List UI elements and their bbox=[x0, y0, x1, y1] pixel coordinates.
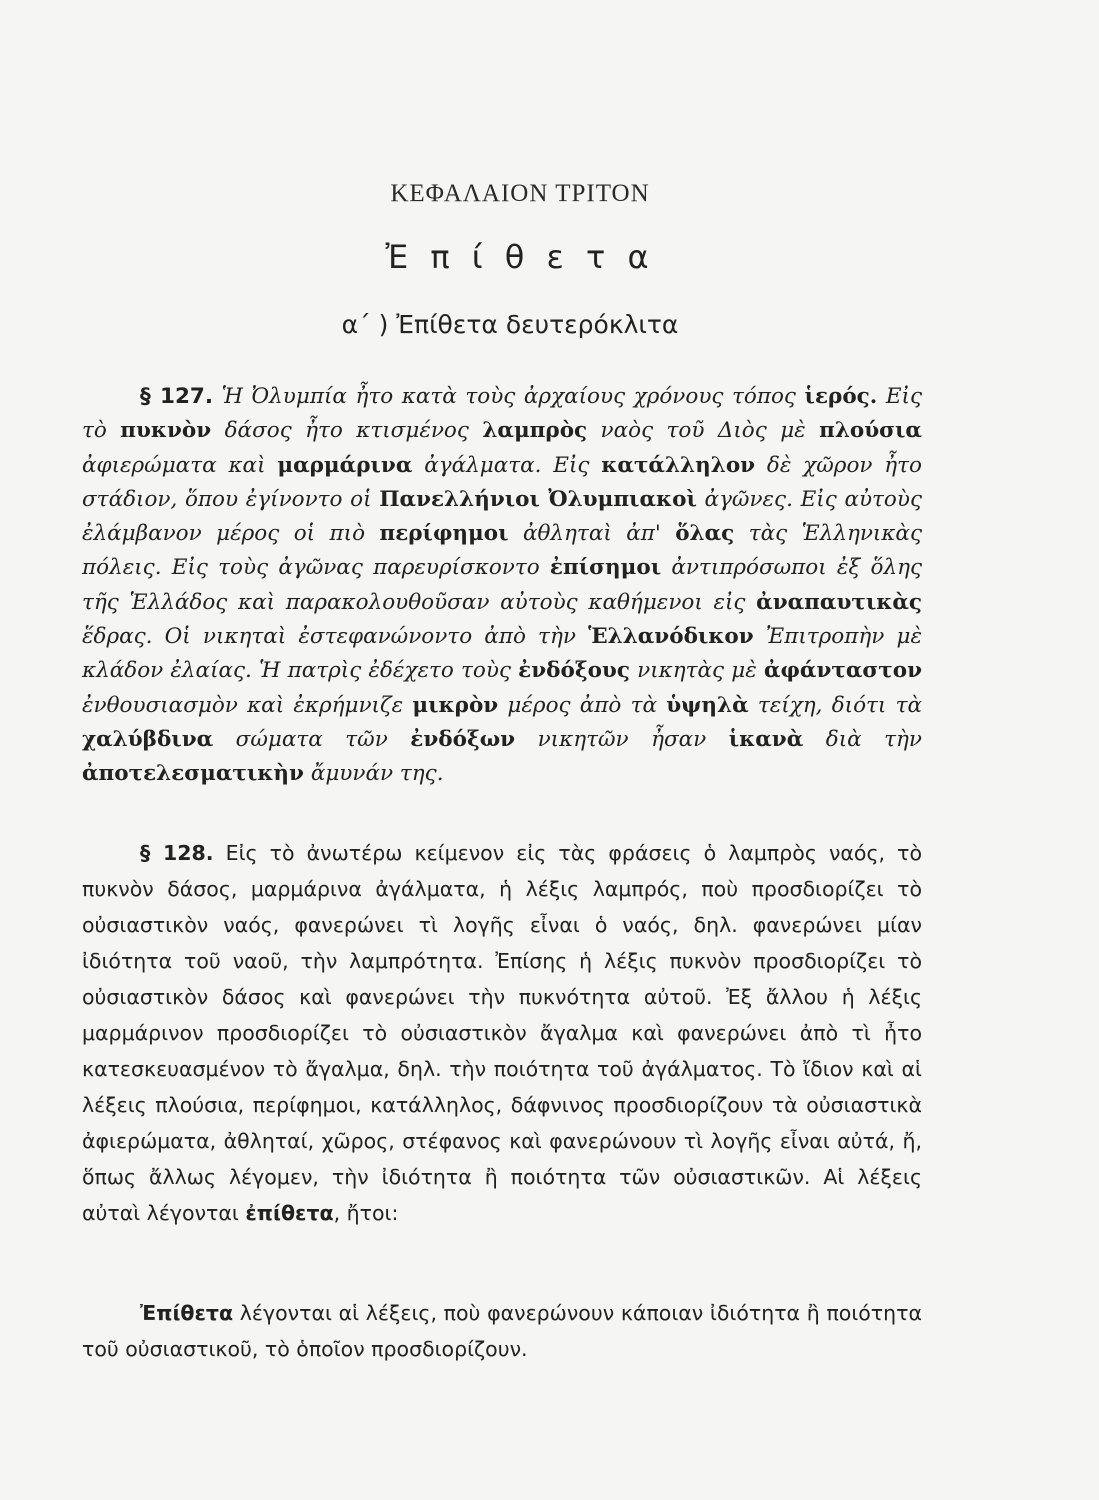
bold-term: ὅλας bbox=[675, 521, 735, 547]
text-run: ἀφιερώματα καὶ bbox=[82, 452, 278, 478]
text-run: σώματα τῶν bbox=[213, 726, 411, 752]
bold-term: λαμπρὸς bbox=[482, 418, 588, 444]
bold-term: ἀποτελεσματικὴν bbox=[82, 761, 304, 787]
bold-term: ἐνδόξους bbox=[518, 658, 630, 684]
bold-term: ἱερός. bbox=[804, 384, 878, 409]
text-run: δάσος ἦτο κτισμένος bbox=[211, 418, 483, 444]
definition-body bbox=[82, 1301, 922, 1361]
bold-term: Πανελλήνιοι Ὀλυμπιακοὶ bbox=[379, 486, 697, 512]
text-run: Ἡ Ὀλυμπία ἦτο κατὰ τοὺς ἀρχαίους χρόνους τόπος bbox=[213, 384, 805, 409]
section-subtitle: α΄ ) Ἐπίθετα δευτερόκλιτα bbox=[341, 310, 679, 339]
text-run: διὰ τὴν bbox=[803, 726, 922, 752]
text-run: ἀγῶνες. Εἰς αὐτοὺς ἐλάμβανον μέρος οἱ πιὸ bbox=[82, 486, 922, 547]
bold-term: ἐνδόξων bbox=[410, 726, 516, 752]
text-run: ἀθληταὶ ἀπ' bbox=[508, 521, 676, 547]
bold-term: μικρὸν bbox=[412, 692, 499, 718]
bold-term: πλούσια bbox=[819, 418, 922, 444]
bold-term: ὑψηλὰ bbox=[666, 692, 749, 718]
bold-term: ἱκανὰ bbox=[728, 726, 804, 752]
text-run: τείχη, διότι τὰ bbox=[748, 692, 922, 718]
chapter-heading: ΚΕΦΑΛΑΙΟΝ ΤΡΙΤΟΝ bbox=[390, 180, 650, 207]
page-title: Ἐ π ί θ ε τ α bbox=[385, 238, 655, 276]
bold-term: ἀφάνταστον bbox=[763, 658, 922, 684]
text-run: Εἰς τὸ ἀνωτέρω κείμενον εἰς τὰς φράσεις ὁ λαμπρὸς ναός, τὸ πυκνὸν δάσος, μαρμάρινα ἀγάλματα, ἡ λέξις λαμπρός, ποὺ προσδιορίζει τὸ οὐσιαστικὸν ναός, φανερώνει τὶ λογῆς εἶναι ὁ ναός, δηλ. φανερώνει μίαν ἰδιότητα τοῦ ναοῦ, τὴν λαμπρότητα. Ἐπίσης ἡ λέξις πυκνὸν προσδιορίζει τὸ οὐσιαστικὸν δάσος καὶ φανερώνει τὴν πυκνότητα αὐτοῦ. Ἐξ ἄλλου ἡ λέξις μαρμάρινον προσδιορίζει τὸ οὐσιαστικὸν ἄγαλμα καὶ φανερώνει ἀπὸ τὶ ἦτο κατεσκευασμένον τὸ ἄγαλμα, δηλ. τὴν ποιότητα τοῦ ἀγάλματος. Τὸ ἴδιον καὶ αἱ λέξεις πλούσια, περίφημοι, κατάλληλος, δάφνινος προσδιορίζουν τὰ οὐσιαστικὰ ἀφιερώματα, ἀθληταί, χῶρος, στέφανος καὶ φανερώνουν τὶ λογῆς εἶναι αὐτά, ἤ, ὅπως ἄλλως λέγομεν, τὴν ἰδιότητα ἢ ποιότητα τῶν οὐσιαστικῶν. Αἱ λέξεις αὐταὶ λέγονται bbox=[82, 841, 923, 1225]
bold-term: περίφημοι bbox=[379, 521, 509, 547]
bold-term: πυκνὸν bbox=[120, 418, 212, 444]
text-run: ἀγάλματα. Εἰς bbox=[412, 452, 602, 478]
bold-term: Ἐπίθετα bbox=[140, 1301, 234, 1325]
bold-term: ἀναπαυτικὰς bbox=[756, 589, 922, 615]
bold-term: Ἑλλανόδικον bbox=[588, 624, 754, 650]
text-run: ἀντιπρόσωποι ἐξ ὅλης τῆς Ἑλλάδος καὶ παρακολουθοῦσαν αὐτοὺς καθήμενοι εἰς bbox=[82, 555, 922, 615]
bold-term: ἐπίσημοι bbox=[549, 555, 662, 581]
section-number-127: § 127. bbox=[140, 384, 214, 409]
bold-term: ἐπίθετα bbox=[245, 1201, 334, 1225]
text-run: ἐνθουσιασμὸν καὶ ἐκρήμνιζε bbox=[82, 692, 413, 718]
bold-term: χαλύβδινα bbox=[82, 726, 214, 752]
paragraph-127-body bbox=[82, 384, 922, 786]
text-run: λέγονται αἱ λέξεις, ποὺ φανερώνουν κάποιαν ἰδιότητα ἢ ποιότητα τοῦ οὐσιαστικοῦ, τὸ ὁποῖον προσδιορίζουν. bbox=[82, 1301, 922, 1361]
text-run: , ἤτοι: bbox=[333, 1201, 399, 1225]
paragraph-128-body bbox=[82, 841, 922, 1225]
text-run: ἕδρας. Οἱ νικηταὶ ἐστεφανώνοντο ἀπὸ τὴν bbox=[82, 624, 589, 650]
text-run: ναὸς τοῦ Διὸς μὲ bbox=[587, 418, 820, 444]
definition-paragraph bbox=[82, 1295, 922, 1367]
paragraph-127 bbox=[82, 380, 922, 792]
text-run: ἄμυνάν της. bbox=[303, 761, 444, 787]
bold-term: μαρμάρινα bbox=[277, 452, 413, 478]
text-run: δὲ χῶρον ἦτο στάδιον, ὅπου ἐγίνοντο οἱ bbox=[82, 452, 923, 512]
bold-term: κατάλληλον bbox=[601, 452, 756, 478]
text-run: τὰς Ἑλληνικὰς πόλεις. Εἰς τοὺς ἀγῶνας παρευρίσκοντο bbox=[82, 521, 922, 581]
text-run: Εἰς τὸ bbox=[82, 384, 922, 444]
section-number-128: § 128. bbox=[140, 841, 214, 865]
text-run: μέρος ἀπὸ τὰ bbox=[498, 692, 667, 718]
text-run: νικητὰς μὲ bbox=[629, 658, 764, 684]
text-run: Ἐπιτροπὴν μὲ κλάδον ἐλαίας. Ἡ πατρὶς ἐδέχετο τοὺς bbox=[82, 624, 922, 684]
paragraph-128 bbox=[82, 835, 922, 1231]
text-run: νικητῶν ἦσαν bbox=[515, 726, 729, 752]
